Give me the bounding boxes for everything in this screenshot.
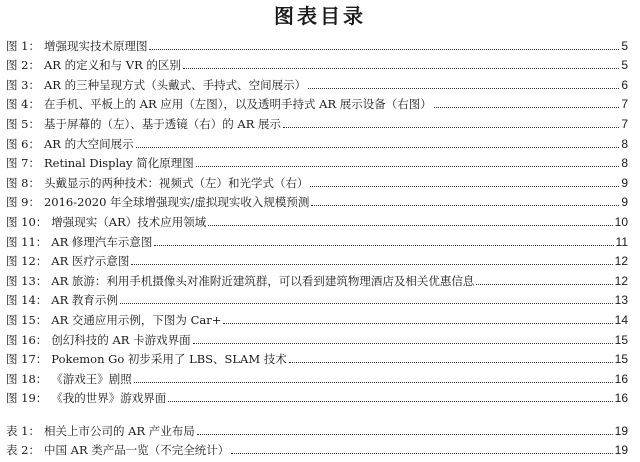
entry-label: 图 16： [6, 332, 48, 347]
toc-entry[interactable] [6, 419, 628, 439]
dot-leader [134, 382, 613, 383]
entry-page-number: 8 [621, 156, 628, 171]
entry-label: 图 6： [6, 136, 40, 151]
entry-title: 创幻科技的 AR 卡游戏界面 [51, 332, 191, 347]
entry-page-number: 12 [614, 254, 628, 269]
entry-label: 图 8： [6, 175, 40, 190]
dot-leader [223, 323, 612, 324]
toc-entry[interactable] [6, 230, 628, 250]
entry-label: 图 1： [6, 38, 40, 53]
dot-leader [136, 147, 620, 148]
toc-entry[interactable] [6, 250, 628, 270]
entry-label: 图 7： [6, 156, 40, 171]
toc-entry[interactable] [6, 439, 628, 459]
dot-leader [283, 127, 619, 128]
entry-label: 图 17： [6, 352, 48, 367]
toc-entry[interactable] [6, 348, 628, 368]
entry-title: AR 交通应用示例，下图为 Car+ [51, 312, 222, 327]
entry-title: Pokemon Go 初步采用了 LBS、SLAM 技术 [51, 352, 287, 367]
toc-entry[interactable] [6, 112, 628, 132]
dot-leader [197, 434, 613, 435]
toc-entry[interactable] [6, 54, 628, 74]
entry-label: 图 4： [6, 97, 40, 112]
entry-page-number: 16 [614, 371, 628, 386]
entry-label: 图 12： [6, 254, 48, 269]
toc-list [6, 34, 628, 458]
toc-entry[interactable] [6, 152, 628, 172]
dot-leader [149, 49, 619, 50]
entry-page-number: 6 [621, 77, 628, 92]
toc-entry[interactable] [6, 289, 628, 309]
toc-entry[interactable] [6, 34, 628, 54]
entry-title: 在手机、平板上的 AR 应用（左图），以及透明手持式 AR 展示设备（右图） [43, 97, 432, 112]
dot-leader [308, 88, 619, 89]
dot-leader [289, 362, 613, 363]
toc-entry[interactable] [6, 367, 628, 387]
dot-leader [183, 68, 619, 69]
entry-title: AR 修理汽车示意图 [51, 234, 153, 249]
entry-title: 《游戏王》剧照 [51, 371, 132, 386]
dot-leader [208, 225, 612, 226]
entry-title: AR 的大空间展示 [43, 136, 134, 151]
entry-page-number: 9 [621, 175, 628, 190]
entry-label: 图 9： [6, 195, 40, 210]
entry-page-number: 19 [614, 423, 628, 438]
toc-entry[interactable] [6, 269, 628, 289]
entry-title: 相关上市公司的 AR 产业布局 [43, 423, 195, 438]
dot-leader [310, 186, 619, 187]
toc-entry[interactable] [6, 191, 628, 211]
entry-label: 图 10： [6, 214, 48, 229]
entry-title: 《我的世界》游戏界面 [51, 391, 167, 406]
entry-label: 图 13： [6, 273, 48, 288]
entry-label: 图 15： [6, 312, 48, 327]
entry-label: 表 2： [6, 443, 40, 458]
entry-title: AR 医疗示意图 [51, 254, 130, 269]
entry-title: AR 旅游：利用手机摄像头对准附近建筑群，可以看到建筑物理酒店及相关优惠信息 [51, 273, 475, 288]
entry-page-number: 16 [614, 391, 628, 406]
entry-page-number: 15 [614, 332, 628, 347]
toc-entry[interactable] [6, 210, 628, 230]
entry-page-number: 14 [614, 312, 628, 327]
entry-label: 图 19： [6, 391, 48, 406]
entry-page-number: 5 [621, 38, 628, 53]
entry-label: 图 14： [6, 293, 48, 308]
entry-label: 图 18： [6, 371, 48, 386]
entry-title: AR 教育示例 [51, 293, 118, 308]
dot-leader [434, 107, 620, 108]
entry-page-number: 10 [614, 214, 628, 229]
entry-page-number: 9 [621, 195, 628, 210]
entry-page-number: 19 [614, 443, 628, 458]
entry-title: 增强现实（AR）技术应用领域 [51, 214, 207, 229]
entry-label: 图 2： [6, 58, 40, 73]
toc-entry[interactable] [6, 308, 628, 328]
table-list [6, 419, 628, 458]
entry-label: 图 5： [6, 116, 40, 131]
entry-title: 增强现实技术原理图 [43, 38, 148, 53]
toc-entry[interactable] [6, 132, 628, 152]
dot-leader [120, 303, 613, 304]
entry-title: AR 的定义和与 VR 的区别 [43, 58, 181, 73]
dot-leader [196, 166, 620, 167]
dot-leader [193, 343, 613, 344]
dot-leader [168, 401, 612, 402]
entry-title: 2016-2020 年全球增强现实/虚拟现实收入规模预测 [43, 195, 310, 210]
dot-leader [131, 264, 612, 265]
entry-title: 中国 AR 类产品一览（不完全统计） [43, 443, 230, 458]
section-gap [6, 406, 628, 419]
page-title: 图表目录 [274, 4, 366, 28]
entry-page-number: 8 [621, 136, 628, 151]
toc-entry[interactable] [6, 73, 628, 93]
entry-page-number: 5 [621, 58, 628, 73]
entry-label: 图 3： [6, 77, 40, 92]
toc-entry[interactable] [6, 328, 628, 348]
dot-leader [231, 453, 612, 454]
toc-entry[interactable] [6, 171, 628, 191]
toc-entry[interactable] [6, 387, 628, 407]
dot-leader [476, 284, 612, 285]
toc-entry[interactable] [6, 93, 628, 113]
figure-list [6, 34, 628, 406]
entry-title: AR 的三种呈现方式（头戴式、手持式、空间展示） [43, 77, 307, 92]
entry-title: 基于屏幕的（左）、基于透镜（右）的 AR 展示 [43, 116, 282, 131]
entry-title: Retinal Display 简化原理图 [43, 156, 194, 171]
entry-page-number: 12 [614, 273, 628, 288]
entry-label: 图 11： [6, 234, 48, 249]
dot-leader [311, 205, 619, 206]
entry-page-number: 7 [621, 116, 628, 131]
entry-page-number: 7 [621, 97, 628, 112]
entry-title: 头戴显示的两种技术：视频式（左）和光学式（右） [43, 175, 309, 190]
entry-page-number: 13 [614, 293, 628, 308]
entry-page-number: 11 [615, 234, 628, 249]
entry-page-number: 15 [614, 352, 628, 367]
entry-label: 表 1： [6, 423, 40, 438]
dot-leader [154, 245, 613, 246]
